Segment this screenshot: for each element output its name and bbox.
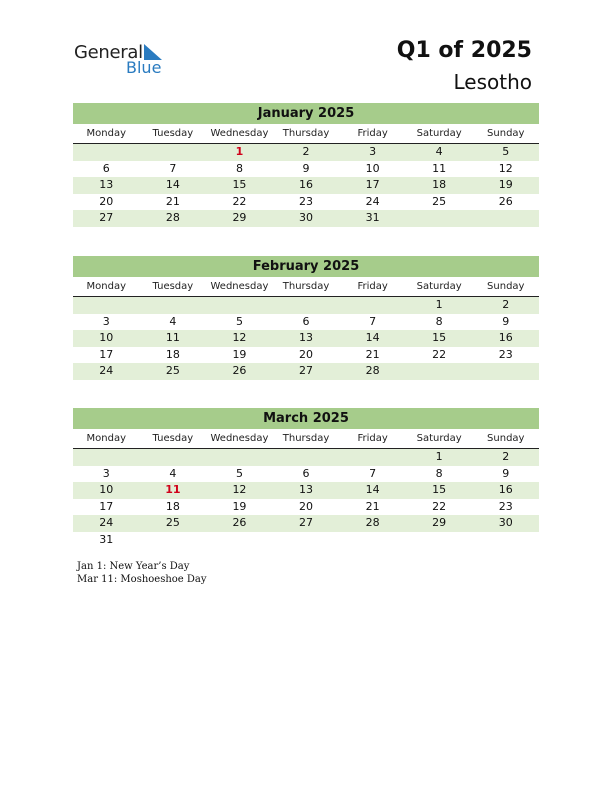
week-row [73, 449, 539, 466]
month-calendar-february [73, 256, 539, 380]
weekday-label: Saturday [416, 433, 462, 444]
week-row [73, 515, 539, 532]
weekday-label: Tuesday [152, 281, 194, 292]
day-cell: 16 [498, 483, 513, 496]
day-cell: 6 [102, 161, 110, 175]
day-cell [339, 449, 406, 466]
holiday-note: Mar 11: Moshoeshoe Day [77, 574, 207, 585]
day-cell: 3 [369, 145, 377, 158]
day-cell [206, 532, 273, 549]
day-cell: 6 [302, 466, 310, 480]
day-cell: 8 [235, 161, 243, 175]
week-row [73, 330, 539, 347]
day-cell [406, 210, 473, 227]
day-cell [472, 363, 539, 380]
day-cell: 30 [299, 211, 314, 224]
month-header: February 2025 [73, 256, 539, 277]
day-cell: 15 [432, 483, 447, 496]
day-cell: 2 [502, 450, 510, 463]
day-cell [406, 532, 473, 549]
weekday-label: Saturday [416, 281, 462, 292]
day-cell: 16 [498, 331, 513, 344]
holiday-note: Jan 1: New Year’s Day [77, 561, 190, 572]
day-cell: 5 [235, 466, 243, 480]
holiday-notes [77, 560, 207, 586]
day-cell: 12 [232, 331, 247, 344]
weekday-label: Friday [357, 281, 388, 292]
month-calendar-january [73, 103, 539, 227]
day-cell: 28 [365, 516, 380, 529]
weekday-label: Friday [357, 128, 388, 139]
day-cell: 21 [365, 499, 380, 513]
weekday-header-row [73, 429, 539, 449]
day-cell: 19 [232, 499, 247, 513]
weekday-label: Sunday [487, 281, 525, 292]
day-cell: 11 [165, 331, 180, 344]
day-cell: 12 [232, 483, 247, 496]
page-title: Q1 of 2025 [396, 38, 532, 63]
day-cell: 15 [432, 331, 447, 344]
day-cell: 27 [299, 364, 314, 377]
day-cell: 9 [502, 466, 510, 480]
day-cell: 20 [299, 499, 314, 513]
logo-general-text: General [74, 42, 143, 63]
day-cell: 26 [232, 516, 247, 529]
day-cell: 11 [432, 161, 447, 175]
week-row [73, 177, 539, 194]
day-cell: 7 [369, 314, 377, 328]
day-cell: 13 [99, 178, 114, 191]
week-row [73, 297, 539, 314]
weekday-label: Saturday [416, 128, 462, 139]
day-cell: 4 [169, 466, 177, 480]
day-cell [73, 449, 140, 466]
day-cell: 19 [498, 178, 513, 191]
day-cell: 7 [369, 466, 377, 480]
day-cell: 3 [102, 466, 110, 480]
holiday-day-cell: 11 [165, 483, 181, 496]
day-cell: 17 [99, 347, 114, 361]
weekday-header-row [73, 124, 539, 144]
day-cell [206, 449, 273, 466]
logo-blue-text: Blue [126, 58, 162, 77]
weekday-label: Sunday [487, 433, 525, 444]
weekday-label: Monday [86, 433, 127, 444]
weekday-label: Wednesday [210, 433, 269, 444]
day-cell: 2 [502, 298, 510, 311]
day-cell: 5 [502, 145, 510, 158]
day-cell [472, 532, 539, 549]
day-cell: 25 [165, 516, 180, 529]
day-cell: 1 [435, 450, 443, 463]
day-cell: 10 [365, 161, 380, 175]
day-cell [73, 297, 140, 314]
day-cell [273, 297, 340, 314]
weekday-label: Wednesday [210, 128, 269, 139]
week-row [73, 161, 539, 178]
day-cell [140, 449, 207, 466]
week-row [73, 482, 539, 499]
day-cell: 16 [299, 178, 314, 191]
day-cell: 28 [365, 364, 380, 377]
day-cell: 17 [365, 178, 380, 191]
day-cell: 8 [435, 466, 443, 480]
week-row [73, 144, 539, 161]
day-cell: 27 [99, 211, 114, 224]
day-cell: 10 [99, 483, 114, 496]
day-cell [273, 449, 340, 466]
day-cell: 13 [299, 483, 314, 496]
week-row [73, 314, 539, 331]
day-cell: 29 [232, 211, 247, 224]
day-cell: 14 [365, 331, 380, 344]
day-cell [140, 297, 207, 314]
weekday-label: Thursday [282, 433, 330, 444]
day-cell [273, 532, 340, 549]
day-cell: 20 [299, 347, 314, 361]
month-header: March 2025 [73, 408, 539, 429]
day-cell [339, 532, 406, 549]
week-row [73, 194, 539, 211]
day-cell: 21 [165, 194, 180, 208]
week-row [73, 363, 539, 380]
day-cell: 18 [165, 347, 180, 361]
day-cell: 7 [169, 161, 177, 175]
day-cell: 18 [165, 499, 180, 513]
day-cell: 26 [232, 364, 247, 377]
week-row [73, 210, 539, 227]
day-cell: 27 [299, 516, 314, 529]
day-cell: 6 [302, 314, 310, 328]
day-cell: 28 [165, 211, 180, 224]
day-cell: 9 [502, 314, 510, 328]
day-cell: 24 [99, 516, 114, 529]
weekday-label: Thursday [282, 128, 330, 139]
day-cell: 23 [498, 347, 513, 361]
day-cell: 14 [365, 483, 380, 496]
weekday-label: Thursday [282, 281, 330, 292]
day-cell: 31 [365, 211, 380, 224]
month-calendar-march [73, 408, 539, 548]
day-cell: 1 [435, 298, 443, 311]
day-cell: 23 [498, 499, 513, 513]
day-cell: 23 [299, 194, 314, 208]
week-row [73, 466, 539, 483]
day-cell [140, 144, 207, 161]
day-cell: 24 [365, 194, 380, 208]
country-name: Lesotho [453, 70, 532, 94]
day-cell: 18 [432, 178, 447, 191]
day-cell: 26 [498, 194, 513, 208]
weekday-label: Sunday [487, 128, 525, 139]
weekday-label: Friday [357, 433, 388, 444]
day-cell: 29 [432, 516, 447, 529]
day-cell [406, 363, 473, 380]
holiday-day-cell: 1 [235, 145, 244, 158]
day-cell: 25 [432, 194, 447, 208]
day-cell: 9 [302, 161, 310, 175]
week-row [73, 347, 539, 364]
day-cell [73, 144, 140, 161]
day-cell: 2 [302, 145, 310, 158]
weekday-header-row [73, 277, 539, 297]
weekday-label: Wednesday [210, 281, 269, 292]
day-cell: 12 [498, 161, 513, 175]
week-row [73, 499, 539, 516]
month-header: January 2025 [73, 103, 539, 124]
week-row [73, 532, 539, 549]
day-cell: 10 [99, 331, 114, 344]
day-cell: 30 [498, 516, 513, 529]
day-cell: 3 [102, 314, 110, 328]
day-cell: 14 [165, 178, 180, 191]
day-cell: 25 [165, 364, 180, 377]
day-cell: 22 [432, 499, 447, 513]
day-cell [206, 297, 273, 314]
weekday-label: Monday [86, 128, 127, 139]
day-cell: 4 [169, 314, 177, 328]
day-cell [339, 297, 406, 314]
day-cell [472, 210, 539, 227]
weekday-label: Tuesday [152, 128, 194, 139]
day-cell: 13 [299, 331, 314, 344]
day-cell: 22 [232, 194, 247, 208]
day-cell: 22 [432, 347, 447, 361]
day-cell: 4 [435, 145, 443, 158]
day-cell: 24 [99, 364, 114, 377]
day-cell: 5 [235, 314, 243, 328]
generalblue-logo [74, 42, 174, 78]
weekday-label: Tuesday [152, 433, 194, 444]
day-cell: 19 [232, 347, 247, 361]
day-cell: 20 [99, 194, 114, 208]
day-cell: 21 [365, 347, 380, 361]
day-cell: 17 [99, 499, 114, 513]
day-cell: 15 [232, 178, 247, 191]
day-cell: 8 [435, 314, 443, 328]
weekday-label: Monday [86, 281, 127, 292]
day-cell [140, 532, 207, 549]
day-cell: 31 [99, 532, 114, 546]
